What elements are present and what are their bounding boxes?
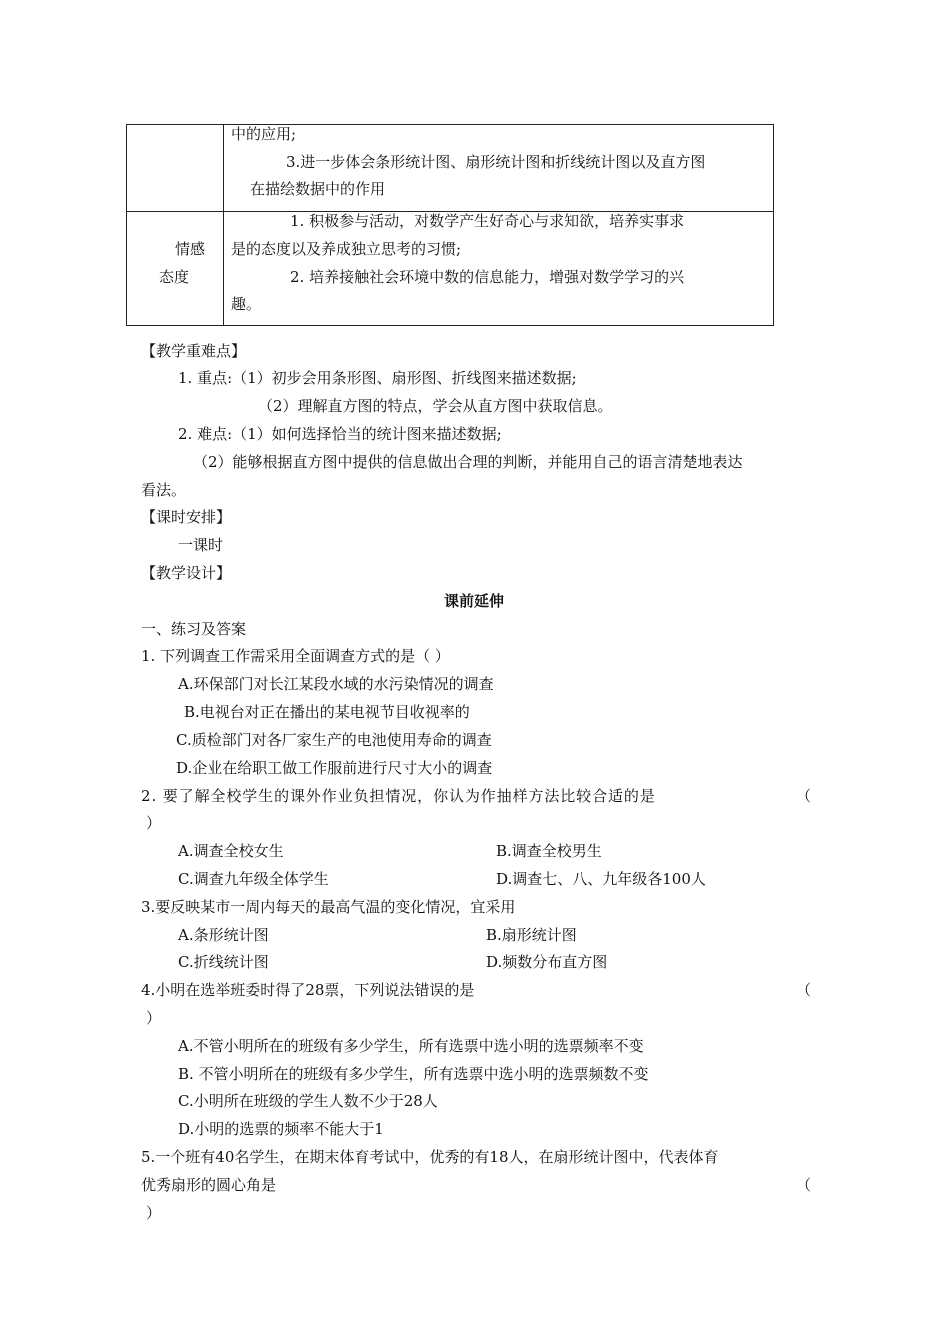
question-5-paren-open: （ [796,1176,812,1194]
question-2-option-a: A.调查全校女生 [178,842,284,860]
question-4-paren-close: ） [146,1009,162,1027]
schedule-text: 一课时 [178,536,224,554]
table-row2-label-line2: 态度 [159,268,190,286]
question-4-option-c: C.小明所在班级的学生人数不少于28人 [178,1092,438,1110]
question-2-paren-close: ） [146,814,162,832]
key-point-line: 看法。 [141,481,187,499]
question-5-stem-line2: 优秀扇形的圆心角是 [141,1176,277,1194]
table-column-divider [223,125,224,325]
question-3-option-d: D.频数分布直方图 [486,953,608,971]
question-1-option-d: D.企业在给职工做工作服前进行尺寸大小的调查 [176,759,493,777]
table-row2-line1: 1. 积极参与活动，对数学产生好奇心与求知欲，培养实事求 [290,212,685,230]
question-4-option-d: D.小明的选票的频率不能大于1 [178,1120,384,1138]
question-1-option-b: B.电视台对正在播出的某电视节目收视率的 [184,703,470,721]
exercise-heading: 一、练习及答案 [141,620,247,638]
key-point-line: （2）理解直方图的特点，学会从直方图中获取信息。 [258,397,613,415]
question-4-option-b: B. 不管小明所在的班级有多少学生，所有选票中选小明的选票频数不变 [178,1065,649,1083]
table-row2-line3: 2. 培养接触社会环境中数的信息能力，增强对数学学习的兴 [290,268,685,286]
question-5-stem-line1: 5.一个班有40名学生，在期末体育考试中，优秀的有18人，在扇形统计图中，代表体育 [141,1148,719,1166]
question-4-option-a: A.不管小明所在的班级有多少学生，所有选票中选小明的选票频率不变 [178,1037,644,1055]
question-4-stem: 4.小明在选举班委时得了28票，下列说法错误的是 [141,981,475,999]
table-row2-label-line1: 情感 [175,240,206,258]
section-title: 课前延伸 [444,592,505,610]
table-row2-line4: 趣。 [231,295,262,313]
table-row1-line2: 3.进一步体会条形统计图、扇形统计图和折线统计图以及直方图 [286,153,706,171]
question-3-stem: 3.要反映某市一周内每天的最高气温的变化情况，宜采用 [141,898,516,916]
question-2-option-d: D.调查七、八、九年级各100人 [496,870,706,888]
question-3-option-b: B.扇形统计图 [486,926,577,944]
schedule-heading: 【课时安排】 [141,508,232,526]
table-row1-line1: 中的应用; [231,125,297,143]
question-1-option-a: A.环保部门对长江某段水域的水污染情况的调查 [178,675,494,693]
question-2-option-b: B.调查全校男生 [496,842,602,860]
question-2-stem: 2. 要了解全校学生的课外作业负担情况，你认为作抽样方法比较合适的是 [141,787,656,805]
key-points-heading: 【教学重难点】 [141,342,247,360]
question-4-paren-open: （ [796,981,812,999]
design-heading: 【教学设计】 [141,564,232,582]
question-5-paren-close: ） [146,1204,162,1222]
key-point-line: （2）能够根据直方图中提供的信息做出合理的判断，并能用自己的语言清楚地表达 [193,453,743,471]
question-3-option-a: A.条形统计图 [178,926,269,944]
table-row1-line3: 在描绘数据中的作用 [250,180,386,198]
key-point-line: 2. 难点:（1）如何选择恰当的统计图来描述数据; [178,425,502,443]
question-1-stem: 1. 下列调查工作需采用全面调查方式的是（ ） [141,647,450,665]
question-2-paren-open: （ [796,787,812,805]
table-row2-line2: 是的态度以及养成独立思考的习惯; [231,240,462,258]
key-point-line: 1. 重点:（1）初步会用条形图、扇形图、折线图来描述数据; [178,369,577,387]
question-1-option-c: C.质检部门对各厂家生产的电池使用寿命的调查 [176,731,492,749]
question-2-option-c: C.调查九年级全体学生 [178,870,329,888]
question-3-option-c: C.折线统计图 [178,953,269,971]
